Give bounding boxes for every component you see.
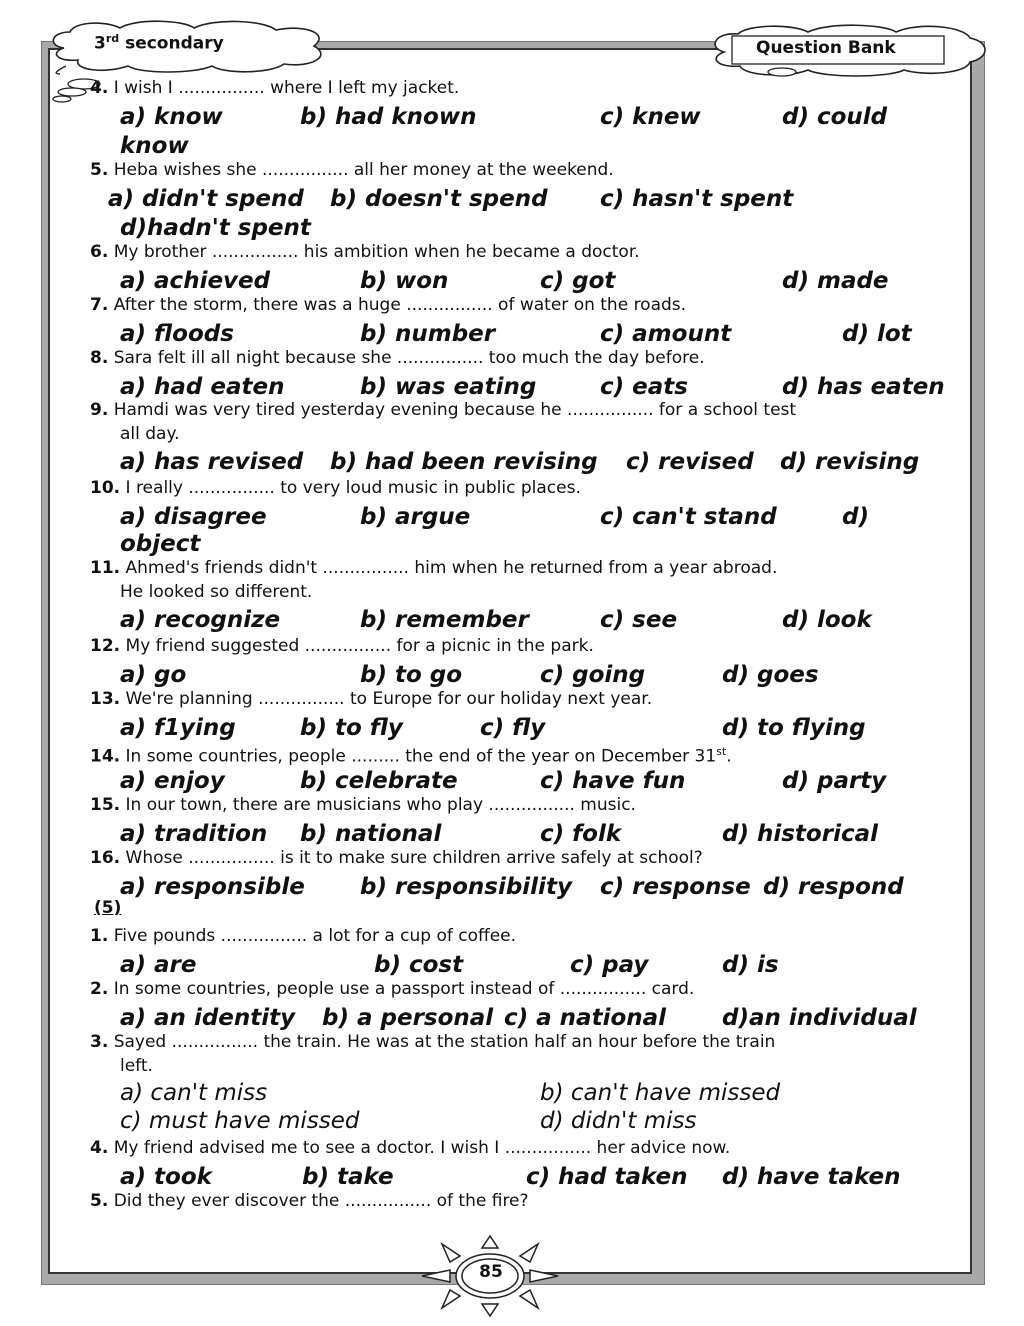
answer-option-wrapped[interactable]: know [120, 133, 189, 159]
answer-option[interactable]: b) had been revising [330, 449, 598, 475]
question-number: 8. [90, 348, 109, 368]
answer-option[interactable]: d) historical [722, 821, 878, 847]
question-number: 13. [90, 689, 121, 709]
question-text: I really ................ to very loud music in public places. [120, 478, 581, 498]
answer-option[interactable]: d) look [782, 607, 872, 633]
answer-option[interactable]: a) are [120, 952, 197, 978]
answer-options [0, 766, 1024, 796]
question-text: I wish I ................ where I left my jacket. [108, 78, 460, 98]
answer-option[interactable]: a) responsible [120, 874, 305, 900]
answer-option[interactable]: c) hasn't spent [600, 186, 794, 212]
question-b-0 [90, 924, 950, 948]
question-a-7 [90, 556, 950, 604]
answer-option[interactable]: a) enjoy [120, 768, 225, 794]
answer-options [0, 266, 1024, 296]
question-number: 9. [90, 400, 109, 420]
answer-option[interactable]: c) folk [540, 821, 622, 847]
question-text-continued: all day. [120, 424, 180, 444]
answer-option[interactable]: d) didn't miss [540, 1108, 697, 1134]
answer-option[interactable]: d) party [782, 768, 887, 794]
answer-option[interactable]: c) had taken [526, 1164, 688, 1190]
answer-options [0, 319, 1024, 349]
answer-options [0, 950, 1024, 980]
question-text: Did they ever discover the ................ of the fire? [108, 1191, 529, 1211]
level-label [94, 32, 224, 54]
question-number: 12. [90, 636, 121, 656]
answer-option[interactable]: c) can't stand [600, 504, 777, 530]
answer-option[interactable]: a) had eaten [120, 374, 285, 400]
answer-option[interactable]: d) made [782, 268, 889, 294]
answer-options [0, 605, 1024, 635]
question-text: We're planning ................ to Europe for our holiday next year. [120, 689, 653, 709]
answer-option[interactable]: d) could [782, 104, 888, 130]
answer-option[interactable]: c) a national [504, 1005, 667, 1031]
answer-option[interactable]: c) fly [480, 715, 546, 741]
question-text: My brother ................ his ambition when he became a doctor. [108, 242, 640, 262]
answer-option[interactable]: b) won [360, 268, 449, 294]
answer-option[interactable]: b) to go [360, 662, 463, 688]
question-number: 6. [90, 242, 109, 262]
level-superscript: rd [105, 32, 120, 45]
answer-option[interactable]: c) response [600, 874, 751, 900]
answer-option[interactable]: b) celebrate [300, 768, 458, 794]
question-text: Hamdi was very tired yesterday evening because he ................ for a school test [108, 400, 797, 420]
question-text: Whose ................ is it to make sure children arrive safely at school? [120, 848, 703, 868]
answer-option[interactable]: d) to flying [722, 715, 866, 741]
question-text-continued: left. [120, 1056, 153, 1076]
answer-option[interactable]: c) knew [600, 104, 701, 130]
question-text: Five pounds ................ a lot for a cup of coffee. [108, 926, 517, 946]
answer-option[interactable]: a) can't miss [120, 1080, 268, 1106]
answer-options [0, 502, 1024, 532]
answer-option[interactable]: b) cost [374, 952, 464, 978]
question-number: 2. [90, 979, 109, 999]
question-number: 7. [90, 295, 109, 315]
question-number: 10. [90, 478, 121, 498]
question-number: 1. [90, 926, 109, 946]
question-a-12 [90, 846, 950, 870]
question-text-tail: . [726, 746, 732, 767]
question-superscript: st [716, 745, 727, 758]
answer-option[interactable]: b) responsibility [360, 874, 572, 900]
question-text: My friend advised me to see a doctor. I wish I ................ her advice now. [108, 1138, 731, 1158]
answer-option[interactable]: c) amount [600, 321, 732, 347]
question-b-2 [90, 1030, 950, 1078]
question-text-continued: He looked so different. [120, 582, 313, 602]
question-text: In some countries, people ......... the end of the year on December 31 [120, 746, 717, 767]
question-a-3 [90, 293, 950, 317]
answer-option[interactable]: c) eats [600, 374, 688, 400]
question-a-10 [90, 740, 950, 769]
question-text: After the storm, there was a huge ................ of water on the roads. [108, 295, 687, 315]
answer-option[interactable]: d) is [722, 952, 779, 978]
question-number: 16. [90, 848, 121, 868]
answer-option[interactable]: c) revised [626, 449, 754, 475]
answer-option[interactable]: a) f1ying [120, 715, 236, 741]
question-a-6 [90, 476, 950, 500]
answer-option[interactable]: b) was eating [360, 374, 537, 400]
answer-option[interactable]: c) pay [570, 952, 649, 978]
answer-options [0, 1003, 1024, 1033]
answer-option[interactable]: a) an identity [120, 1005, 296, 1031]
answer-option[interactable]: a) floods [120, 321, 234, 347]
question-number: 14. [90, 746, 121, 767]
section-heading: (5) [94, 898, 122, 918]
answer-option[interactable]: d) [842, 504, 869, 530]
answer-options [0, 1162, 1024, 1192]
answer-options [0, 819, 1024, 849]
question-a-2 [90, 240, 950, 264]
question-text: Sayed ................ the train. He was at the station half an hour before the train [108, 1032, 776, 1052]
answer-option[interactable]: d) respond [763, 874, 904, 900]
answer-option[interactable]: c) see [600, 607, 678, 633]
question-a-8 [90, 634, 950, 658]
answer-option[interactable]: d) lot [842, 321, 912, 347]
answer-option[interactable]: c) got [540, 268, 616, 294]
answer-option[interactable]: b) doesn't spend [330, 186, 548, 212]
question-b-3 [90, 1136, 950, 1160]
answer-option[interactable]: a) recognize [120, 607, 281, 633]
question-bank-label: Question Bank [756, 38, 896, 58]
question-number: 4. [90, 78, 109, 98]
answer-options [0, 660, 1024, 690]
answer-option[interactable]: b) take [302, 1164, 394, 1190]
question-a-4 [90, 346, 950, 370]
question-a-1 [90, 158, 950, 182]
answer-option[interactable]: b) number [360, 321, 496, 347]
answer-option[interactable]: a) didn't spend [108, 186, 304, 212]
answer-option[interactable]: d)an individual [722, 1005, 917, 1031]
answer-option[interactable]: a) has revised [120, 449, 304, 475]
answer-option[interactable]: b) a personal [322, 1005, 494, 1031]
question-a-0 [90, 76, 950, 100]
question-b-4 [90, 1189, 950, 1213]
question-number: 11. [90, 558, 121, 578]
answer-options [0, 102, 1024, 132]
question-text: Ahmed's friends didn't ................ him when he returned from a year abroad. [120, 558, 778, 578]
answer-options [0, 447, 1024, 477]
question-a-9 [90, 687, 950, 711]
question-text: Sara felt ill all night because she ................ too much the day before. [108, 348, 705, 368]
level-number: 3 [94, 33, 106, 54]
page-number: 85 [479, 1262, 503, 1282]
answer-option[interactable]: d) goes [722, 662, 819, 688]
level-word: secondary [119, 33, 224, 54]
answer-option[interactable]: d) have taken [722, 1164, 901, 1190]
answer-option[interactable]: c) going [540, 662, 646, 688]
question-b-1 [90, 977, 950, 1001]
question-number: 5. [90, 160, 109, 180]
question-number: 5. [90, 1191, 109, 1211]
answer-option[interactable]: b) can't have missed [540, 1080, 781, 1106]
answer-option[interactable]: c) have fun [540, 768, 686, 794]
answer-option[interactable]: a) go [120, 662, 187, 688]
question-number: 3. [90, 1032, 109, 1052]
answer-options [0, 872, 1024, 902]
answer-options [0, 713, 1024, 743]
answer-option[interactable]: b) argue [360, 504, 471, 530]
question-number: 4. [90, 1138, 109, 1158]
question-a-5 [90, 398, 950, 446]
answer-option[interactable]: a) disagree [120, 504, 267, 530]
answer-option[interactable]: c) must have missed [120, 1108, 360, 1134]
answer-option[interactable]: a) know [120, 104, 223, 130]
answer-option[interactable]: d) has eaten [782, 374, 945, 400]
answer-option[interactable]: d) revising [780, 449, 920, 475]
answer-options [0, 184, 1024, 214]
question-a-11 [90, 793, 950, 817]
question-text: My friend suggested ................ for a picnic in the park. [120, 636, 594, 656]
question-number: 15. [90, 795, 121, 815]
question-text: Heba wishes she ................ all her money at the weekend. [108, 160, 614, 180]
answer-option[interactable]: b) national [300, 821, 442, 847]
answer-option-wrapped[interactable]: d)hadn't spent [120, 215, 311, 241]
answer-option-wrapped[interactable]: object [120, 531, 201, 557]
answer-option[interactable]: b) had known [300, 104, 477, 130]
answer-option[interactable]: a) tradition [120, 821, 268, 847]
question-text: In some countries, people use a passport instead of ................ card. [108, 979, 695, 999]
answer-option[interactable]: a) took [120, 1164, 212, 1190]
question-text: In our town, there are musicians who play ................ music. [120, 795, 636, 815]
answer-option[interactable]: b) remember [360, 607, 529, 633]
answer-option[interactable]: b) to fly [300, 715, 403, 741]
answer-option[interactable]: a) achieved [120, 268, 271, 294]
